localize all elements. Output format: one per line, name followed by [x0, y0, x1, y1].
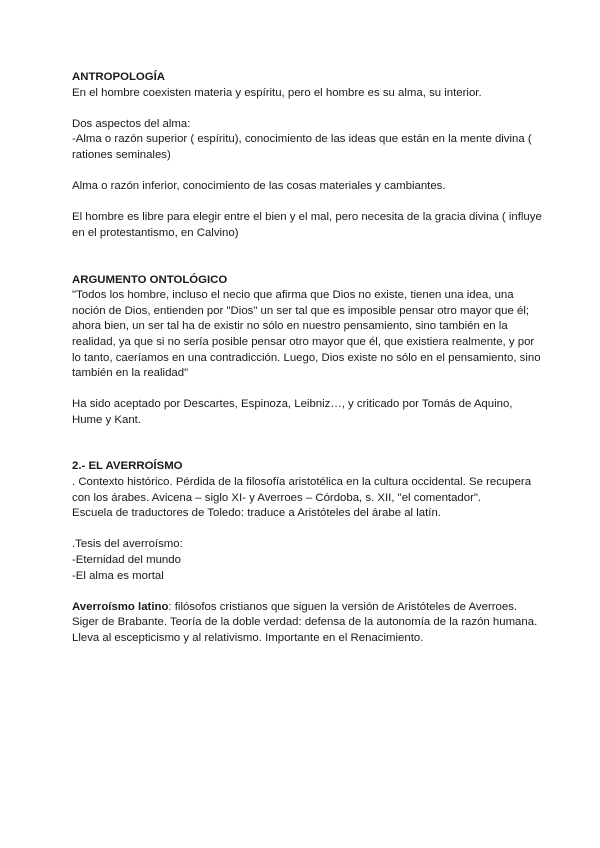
averroismo-context: . Contexto histórico. Pérdida de la filosofía aristotélica en la cultura occidental. Se recupera con los árabes. Avicena – siglo XI- y Averroes – Córdoba, s. XII, "el comentador". [72, 476, 532, 504]
alma-inferior: Alma o razón inferior, conocimiento de las cosas materiales y cambiantes. [72, 180, 446, 193]
averroismo-latino-text: : filósofos cristianos que siguen la versión de Aristóteles de Averroes. Siger de Brabante. Teoría de la doble verdad: defensa de la autonomía de la razón humana. Lleva al escepticismo y al relativismo. Importante en el Renacimiento. [72, 600, 538, 644]
libertad-paragraph: El hombre es libre para elegir entre el bien y el mal, pero necesita de la gracia divina ( influye en el protestantismo, en Calvino) [72, 211, 542, 239]
antropologia-intro: En el hombre coexisten materia y espíritu, pero el hombre es su alma, su interior. [72, 86, 482, 99]
alma-superior: -Alma o razón superior ( espíritu), conocimiento de las ideas que están en la mente divina ( rationes seminales) [72, 133, 532, 161]
averroismo-latino-paragraph [72, 600, 542, 647]
argumento-reception: Ha sido aceptado por Descartes, Espinoza, Leibniz…, y criticado por Tomás de Aquino, Hume y Kant. [72, 398, 513, 426]
tesis-item-1: -Eternidad del mundo [72, 554, 181, 567]
tesis-item-2: -El alma es mortal [72, 569, 164, 582]
document-page [72, 70, 542, 647]
section-heading-antropologia: ANTROPOLOGÍA [72, 71, 166, 83]
section-heading-argumento: ARGUMENTO ONTOLÓGICO [72, 273, 228, 286]
averroismo-latino-label: Averroísmo latino [72, 600, 169, 613]
section-heading-averroismo: 2.- EL AVERROÍSMO [72, 460, 183, 473]
escuela-toledo: Escuela de traductores de Toledo: traduce a Aristóteles del árabe al latín. [72, 507, 441, 520]
argumento-quote: "Todos los hombre, incluso el necio que afirma que Dios no existe, tienen una idea, una noción de Dios, entienden por "Dios" un ser tal que es imposible pensar otro mayor que él; ahora bien, un ser tal ha de existir no sólo en nuestro pensamiento, sino también en la realidad, ya que si no sería posible pensar otro mayor que él, que existiera realmente, y por lo tanto, caeríamos en una contradicción. Luego, Dios existe no sólo en el pensamiento, sino también en la realidad" [72, 289, 541, 380]
tesis-label: .Tesis del averroísmo: [72, 538, 183, 551]
aspects-label: Dos aspectos del alma: [72, 117, 191, 130]
